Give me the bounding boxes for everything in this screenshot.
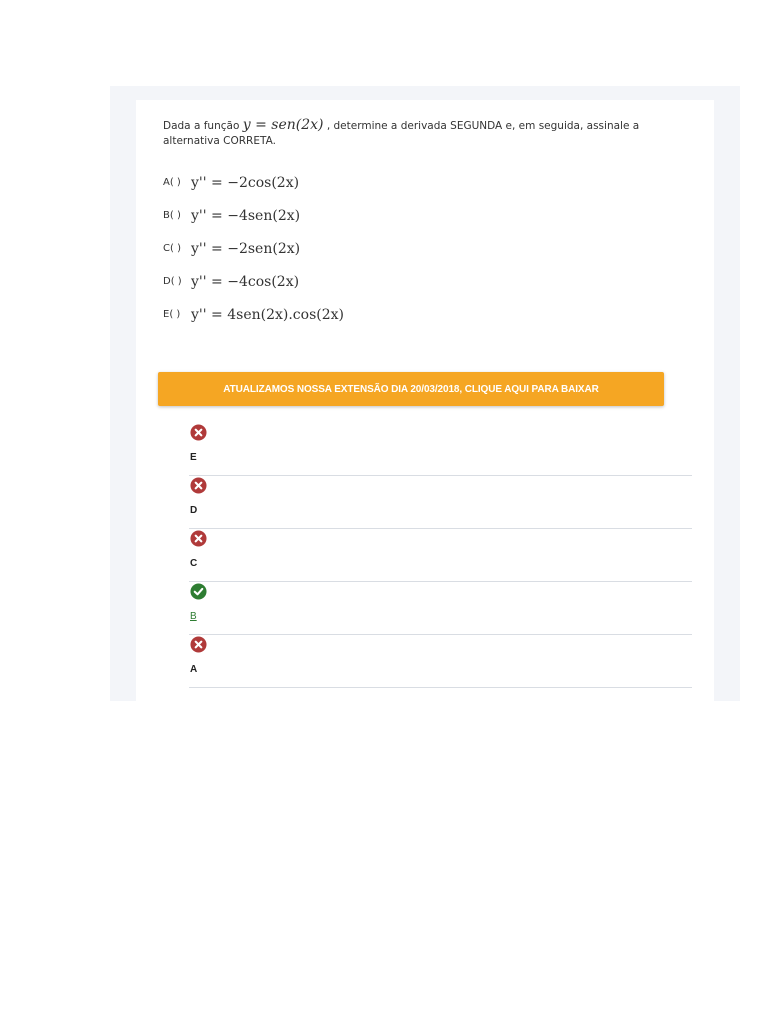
x-circle-icon xyxy=(190,477,207,494)
answer-label: C xyxy=(190,558,198,569)
answer-label-correct[interactable]: B xyxy=(190,611,197,622)
option-a xyxy=(163,166,344,199)
question-line2: alternativa CORRETA. xyxy=(163,135,276,147)
options-list xyxy=(163,166,344,331)
option-expression: y'' = 4sen(2x).cos(2x) xyxy=(191,306,344,323)
option-expression: y'' = −2sen(2x) xyxy=(191,240,301,257)
option-expression: y'' = −4cos(2x) xyxy=(191,273,300,290)
option-letter: B( ) xyxy=(163,210,181,221)
option-c xyxy=(163,232,344,265)
answer-label: A xyxy=(190,664,198,675)
option-letter: E( ) xyxy=(163,309,181,320)
answer-label: D xyxy=(190,505,198,516)
answer-row-d xyxy=(189,477,692,529)
option-expression: y'' = −2cos(2x) xyxy=(191,174,300,191)
x-circle-icon xyxy=(190,424,207,441)
option-letter: A( ) xyxy=(163,177,181,188)
option-letter: C( ) xyxy=(163,243,181,254)
option-e xyxy=(163,298,344,331)
function-expression: y = sen(2x) xyxy=(242,117,324,133)
option-expression: y'' = −4sen(2x) xyxy=(191,207,301,224)
answer-label: E xyxy=(190,452,197,463)
banner-text: ATUALIZAMOS NOSSA EXTENSÃO DIA 20/03/2018, CLIQUE AQUI PARA BAIXAR xyxy=(223,383,599,395)
answer-row-e xyxy=(189,424,692,476)
question-text xyxy=(163,118,693,149)
question-prefix: Dada a função xyxy=(163,120,240,132)
x-circle-icon xyxy=(190,530,207,547)
question-suffix: , determine a derivada SEGUNDA e, em seguida, assinale a xyxy=(326,120,640,132)
answer-row-b xyxy=(189,583,692,635)
check-circle-icon xyxy=(190,583,207,600)
option-b xyxy=(163,199,344,232)
answer-list xyxy=(189,424,692,689)
x-circle-icon xyxy=(190,636,207,653)
answer-row-c xyxy=(189,530,692,582)
answer-row-a xyxy=(189,636,692,688)
extension-download-banner[interactable] xyxy=(158,372,664,406)
option-letter: D( ) xyxy=(163,276,182,287)
option-d xyxy=(163,265,344,298)
